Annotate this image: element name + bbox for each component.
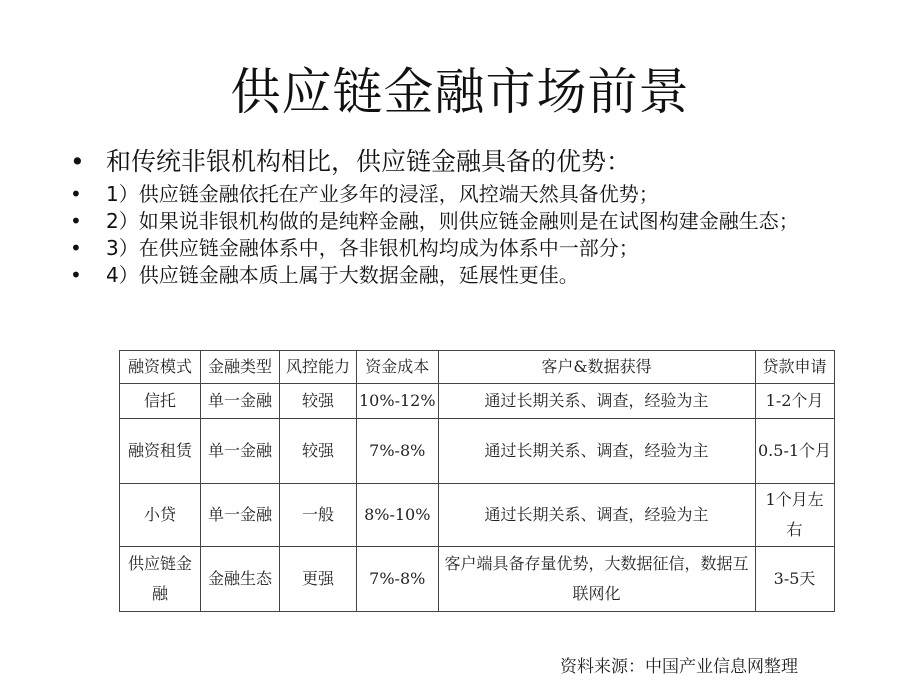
table-header-cell: 融资模式 [120, 351, 201, 384]
table-cell: 客户端具备存量优势，大数据征信，数据互联网化 [438, 547, 755, 612]
table-row [120, 419, 835, 484]
bullet-dot: • [70, 263, 82, 287]
table-header-cell: 客户&数据获得 [438, 351, 755, 384]
table-cell: 8%-10% [357, 484, 439, 547]
bullet-main-text: 和传统非银机构相比，供应链金融具备的优势： [106, 147, 632, 176]
table-row [120, 384, 835, 419]
table-row [120, 547, 835, 612]
bullet-item-text: 4）供应链金融本质上属于大数据金融，延展性更佳。 [106, 263, 579, 287]
bullet-item-text: 2）如果说非银机构做的是纯粹金融，则供应链金融则是在试图构建金融生态； [106, 209, 799, 233]
table-cell: 单一金融 [201, 484, 280, 547]
table-cell: 一般 [280, 484, 357, 547]
table-cell: 较强 [280, 384, 357, 419]
table-cell: 通过长期关系、调查，经验为主 [438, 384, 755, 419]
bullet-dot: • [70, 236, 82, 260]
table-cell: 信托 [120, 384, 201, 419]
table-cell: 小贷 [120, 484, 201, 547]
table-cell: 3-5天 [755, 547, 834, 612]
bullet-item [70, 236, 850, 261]
table-cell: 1个月左右 [755, 484, 834, 547]
bullet-dot: • [70, 147, 85, 176]
table-cell: 供应链金融 [120, 547, 201, 612]
comparison-table [119, 350, 835, 612]
table-cell: 较强 [280, 419, 357, 484]
table-cell: 10%-12% [357, 384, 439, 419]
bullet-item [70, 209, 850, 234]
table-row [120, 484, 835, 547]
table-header-row [120, 351, 835, 384]
table-header-cell: 资金成本 [357, 351, 439, 384]
bullet-dot: • [70, 209, 82, 233]
bullet-main [70, 146, 850, 178]
bullet-dot: • [70, 182, 82, 206]
table-cell: 7%-8% [357, 547, 439, 612]
bullet-item [70, 182, 850, 207]
table-cell: 金融生态 [201, 547, 280, 612]
bullet-item-text: 1）供应链金融依托在产业多年的浸淫，风控端天然具备优势； [106, 182, 659, 206]
slide-title: 供应链金融市场前景 [230, 63, 690, 121]
table-header-cell: 贷款申请 [755, 351, 834, 384]
table-cell: 单一金融 [201, 419, 280, 484]
table-cell: 单一金融 [201, 384, 280, 419]
table-cell: 通过长期关系、调查，经验为主 [438, 419, 755, 484]
table-header-cell: 风控能力 [280, 351, 357, 384]
bullet-item [70, 263, 850, 288]
table-cell: 融资租赁 [120, 419, 201, 484]
table-header-cell: 金融类型 [201, 351, 280, 384]
table-cell: 更强 [280, 547, 357, 612]
source-note: 资料来源：中国产业信息网整理 [560, 657, 798, 677]
table-cell: 1-2个月 [755, 384, 834, 419]
table-cell: 0.5-1个月 [755, 419, 834, 484]
table-cell: 7%-8% [357, 419, 439, 484]
bullet-item-text: 3）在供应链金融体系中，各非银机构均成为体系中一部分； [106, 236, 639, 260]
table-cell: 通过长期关系、调查，经验为主 [438, 484, 755, 547]
bullet-list [70, 146, 850, 290]
